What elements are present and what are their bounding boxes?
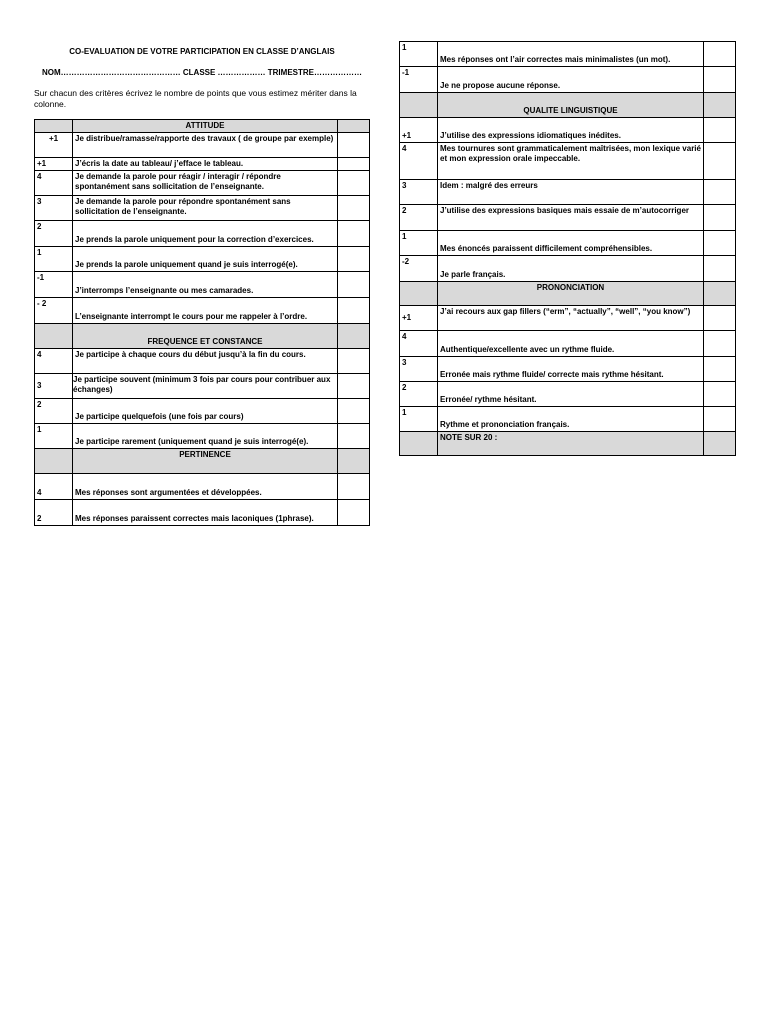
points-entry-cell[interactable]	[338, 399, 370, 424]
score-cell: 3	[35, 374, 73, 399]
points-entry-cell[interactable]	[338, 272, 370, 298]
table-row	[400, 205, 736, 231]
table-row	[400, 231, 736, 256]
criterion-cell: Je participe quelquefois (une fois par cours)	[73, 399, 338, 424]
points-entry-cell[interactable]	[338, 133, 370, 158]
table-row	[400, 118, 736, 143]
table-row	[400, 357, 736, 382]
points-entry-cell[interactable]	[338, 196, 370, 221]
score-cell: 2	[35, 221, 73, 247]
points-entry-cell[interactable]	[704, 180, 736, 205]
points-entry-cell[interactable]	[704, 231, 736, 256]
score-cell: 1	[35, 424, 73, 449]
criterion-cell: Mes réponses sont argumentées et développées.	[73, 474, 338, 500]
points-entry-cell[interactable]	[704, 118, 736, 143]
points-entry-cell[interactable]	[704, 256, 736, 282]
table-row	[35, 424, 370, 449]
section-header-attitude	[35, 120, 370, 133]
instructions: Sur chacun des critères écrivez le nombre de points que vous estimez mériter dans la colonne.	[34, 88, 357, 109]
criterion-cell: Je participe rarement (uniquement quand je suis interrogé(e).	[73, 424, 338, 449]
criterion-cell: Je participe souvent (minimum 3 fois par cours pour contribuer aux échanges)	[73, 374, 338, 399]
table-row	[35, 272, 370, 298]
criterion-cell: Mes énoncés paraissent difficilement compréhensibles.	[438, 231, 704, 256]
points-entry-cell[interactable]	[338, 349, 370, 374]
score-cell: 4	[35, 171, 73, 196]
criterion-cell: Mes tournures sont grammaticalement maîtrisées, mon lexique varié et mon expression orale impeccable.	[438, 143, 704, 180]
score-cell: +1	[400, 306, 438, 331]
section-title: FREQUENCE ET CONSTANCE	[73, 324, 338, 349]
points-entry-cell[interactable]	[704, 407, 736, 432]
points-entry-cell[interactable]	[704, 205, 736, 231]
points-entry-cell[interactable]	[338, 171, 370, 196]
table-row	[400, 180, 736, 205]
score-cell: 3	[400, 357, 438, 382]
score-cell: 2	[35, 399, 73, 424]
points-entry-cell[interactable]	[338, 221, 370, 247]
criterion-cell: Mes réponses paraissent correctes mais laconiques (1phrase).	[73, 500, 338, 526]
score-cell: -2	[400, 256, 438, 282]
section-header-pertinence	[35, 449, 370, 474]
table-row	[400, 382, 736, 407]
criterion-cell: J’ai recours aux gap fillers (“erm”, “actually”, “well”, “you know”)	[438, 306, 704, 331]
criterion-cell: J’utilise des expressions basiques mais essaie de m’autocorriger	[438, 205, 704, 231]
points-entry-cell[interactable]	[338, 424, 370, 449]
score-cell: 2	[400, 382, 438, 407]
points-entry-cell[interactable]	[338, 247, 370, 272]
total-entry-cell[interactable]	[704, 432, 736, 456]
criterion-cell: Je participe à chaque cours du début jusqu’à la fin du cours.	[73, 349, 338, 374]
table-row	[35, 247, 370, 272]
name-class-term-line: NOM……………………………………… CLASSE ……………… TRIMESTRE………………	[41, 68, 362, 77]
table-row	[400, 67, 736, 93]
points-entry-cell[interactable]	[704, 331, 736, 357]
score-cell: -1	[35, 272, 73, 298]
criterion-cell: Erronée mais rythme fluide/ correcte mais rythme hésitant.	[438, 357, 704, 382]
table-row	[400, 331, 736, 357]
score-cell: 4	[400, 331, 438, 357]
criterion-cell: L’enseignante interrompt le cours pour me rappeler à l’ordre.	[73, 298, 338, 324]
table-row	[400, 256, 736, 282]
table-row	[35, 399, 370, 424]
points-entry-cell[interactable]	[704, 306, 736, 331]
score-cell: 4	[35, 349, 73, 374]
score-cell: +1	[400, 118, 438, 143]
table-row	[35, 221, 370, 247]
score-cell: 1	[35, 247, 73, 272]
section-title: PRONONCIATION	[438, 282, 704, 306]
points-entry-cell[interactable]	[704, 357, 736, 382]
table-row	[35, 196, 370, 221]
page-title: CO-EVALUATION DE VOTRE PARTICIPATION EN CLASSE D’ANGLAIS	[69, 47, 335, 56]
criterion-cell: Je prends la parole uniquement quand je suis interrogé(e).	[73, 247, 338, 272]
score-cell: 1	[400, 231, 438, 256]
criterion-cell: Erronée/ rythme hésitant.	[438, 382, 704, 407]
section-title: ATTITUDE	[73, 120, 338, 133]
criterion-cell: J’interromps l’enseignante ou mes camarades.	[73, 272, 338, 298]
table-row	[35, 474, 370, 500]
criterion-cell: Je demande la parole pour réagir / interagir / répondre spontanément sans sollicitation de l’enseignante.	[73, 171, 338, 196]
section-title: QUALITE LINGUISTIQUE	[438, 93, 704, 118]
score-cell: -1	[400, 67, 438, 93]
points-entry-cell[interactable]	[704, 143, 736, 180]
criterion-cell: J’écris la date au tableau/ j’efface le tableau.	[73, 158, 338, 171]
table-row	[35, 171, 370, 196]
points-entry-cell[interactable]	[338, 298, 370, 324]
criterion-cell: Je prends la parole uniquement pour la correction d’exercices.	[73, 221, 338, 247]
table-row	[35, 349, 370, 374]
right-criteria-table	[399, 41, 736, 456]
score-cell: 2	[35, 500, 73, 526]
section-header-qualite	[400, 93, 736, 118]
points-entry-cell[interactable]	[338, 374, 370, 399]
table-row	[35, 374, 370, 399]
table-row	[35, 133, 370, 158]
score-cell: +1	[35, 158, 73, 171]
score-cell: 3	[400, 180, 438, 205]
score-cell: 1	[400, 407, 438, 432]
points-entry-cell[interactable]	[338, 500, 370, 526]
criterion-cell: Rythme et prononciation français.	[438, 407, 704, 432]
score-cell: 2	[400, 205, 438, 231]
criterion-cell: J’utilise des expressions idiomatiques inédites.	[438, 118, 704, 143]
criterion-cell: Idem : malgré des erreurs	[438, 180, 704, 205]
score-cell: 1	[400, 42, 438, 67]
left-criteria-table	[34, 119, 370, 526]
criterion-cell: Je ne propose aucune réponse.	[438, 67, 704, 93]
points-entry-cell[interactable]	[704, 42, 736, 67]
points-entry-cell[interactable]	[704, 382, 736, 407]
criterion-cell: Je distribue/ramasse/rapporte des travaux ( de groupe par exemple)	[73, 133, 338, 158]
table-row	[35, 500, 370, 526]
points-entry-cell[interactable]	[338, 158, 370, 171]
points-entry-cell[interactable]	[704, 67, 736, 93]
criterion-cell: Je demande la parole pour répondre spontanément sans sollicitation de l’enseignante.	[73, 196, 338, 221]
table-row	[400, 407, 736, 432]
score-cell: +1	[35, 133, 73, 158]
table-row	[400, 143, 736, 180]
table-row	[35, 298, 370, 324]
section-header-prononciation	[400, 282, 736, 306]
table-row	[35, 158, 370, 171]
section-header-frequence	[35, 324, 370, 349]
section-title: PERTINENCE	[73, 449, 338, 474]
criterion-cell: Mes réponses ont l’air correctes mais minimalistes (un mot).	[438, 42, 704, 67]
score-cell: - 2	[35, 298, 73, 324]
score-cell: 3	[35, 196, 73, 221]
total-row	[400, 432, 736, 456]
total-label: NOTE SUR 20 :	[438, 432, 704, 456]
score-cell: 4	[400, 143, 438, 180]
table-row	[400, 42, 736, 67]
score-cell: 4	[35, 474, 73, 500]
criterion-cell: Authentique/excellente avec un rythme fluide.	[438, 331, 704, 357]
points-entry-cell[interactable]	[338, 474, 370, 500]
criterion-cell: Je parle français.	[438, 256, 704, 282]
table-row	[400, 306, 736, 331]
